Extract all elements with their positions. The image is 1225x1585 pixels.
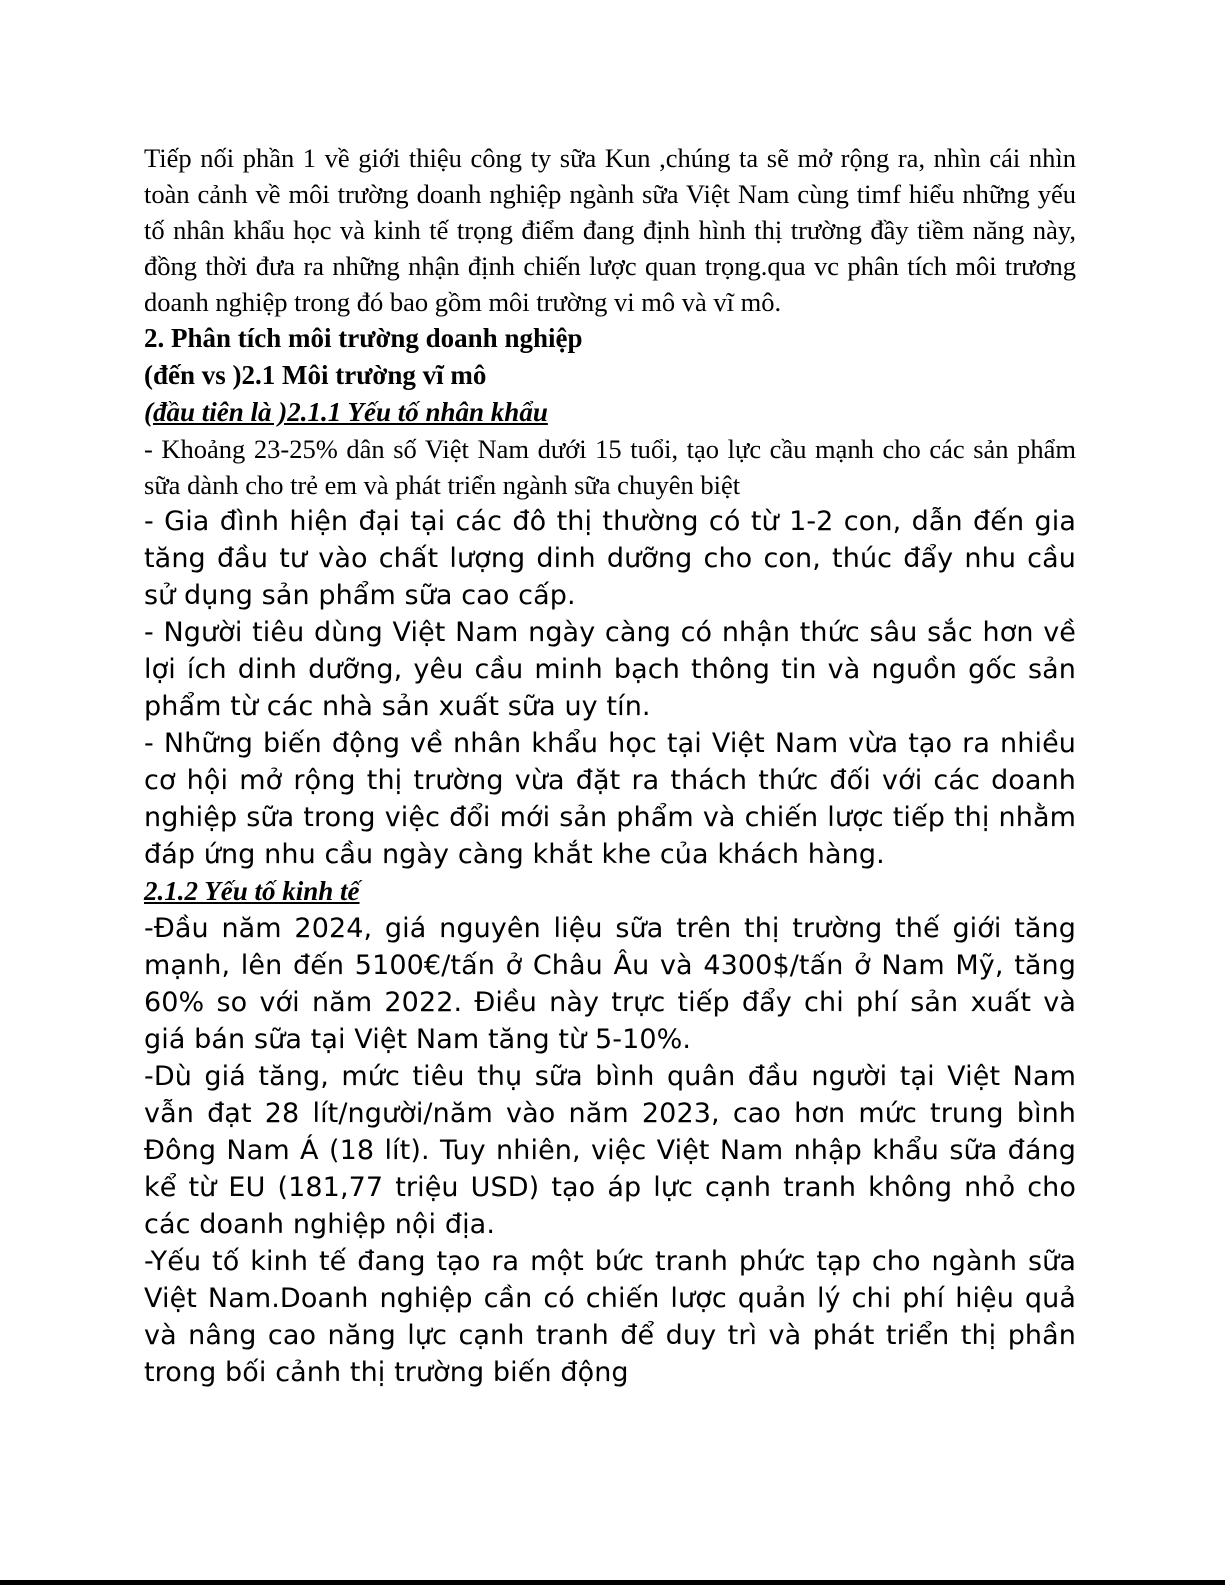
demographics-bullet-1: - Khoảng 23-25% dân số Việt Nam dưới 15 tuổi, tạo lực cầu mạnh cho các sản phẩm sữa dành cho trẻ em và phát triển ngành sữa chuyên biệt	[144, 434, 1076, 500]
document-body	[144, 140, 1076, 1391]
demographics-bullet-4: - Những biến động về nhân khẩu học tại Việt Nam vừa tạo ra nhiều cơ hội mở rộng thị trường vừa đặt ra thách thức đối với các doanh nghiệp sữa trong việc đổi mới sản phẩm và chiến lược tiếp thị nhằm đáp ứng nhu cầu ngày càng khắt khe của khách hàng.	[144, 728, 1076, 870]
section-heading-2-1-2: 2.1.2 Yếu tố kinh tế	[144, 876, 360, 906]
demographics-bullet-2: - Gia đình hiện đại tại các đô thị thường có từ 1-2 con, dẫn đến gia tăng đầu tư vào chất lượng dinh dưỡng cho con, thúc đẩy nhu cầu sử dụng sản phẩm sữa cao cấp.	[144, 506, 1076, 611]
section-heading-2-1-1: (đầu tiên là )2.1.1 Yếu tố nhân khẩu	[144, 397, 548, 427]
economy-bullet-3: -Yếu tố kinh tế đang tạo ra một bức tranh phức tạp cho ngành sữa Việt Nam.Doanh nghiệp cần có chiến lược quản lý chi phí hiệu quả và nâng cao năng lực cạnh tranh để duy trì và phát triển thị phần trong bối cảnh thị trường biến động	[144, 1246, 1076, 1388]
economy-bullet-1: -Đầu năm 2024, giá nguyên liệu sữa trên thị trường thế giới tăng mạnh, lên đến 5100€/tấn ở Châu Âu và 4300$/tấn ở Nam Mỹ, tăng 60% so với năm 2022. Điều này trực tiếp đẩy chi phí sản xuất và giá bán sữa tại Việt Nam tăng từ 5-10%.	[144, 913, 1076, 1055]
section-heading-2: 2. Phân tích môi trường doanh nghiệp	[144, 323, 583, 353]
intro-paragraph: Tiếp nối phần 1 về giới thiệu công ty sữa Kun ,chúng ta sẽ mở rộng ra, nhìn cái nhìn toàn cảnh về môi trường doanh nghiệp ngành sữa Việt Nam cùng timf hiểu những yếu tố nhân khẩu học và kinh tế trọng điểm đang định hình thị trường đầy tiềm năng này, đồng thời đưa ra những nhận định chiến lược quan trọng.qua vc phân tích môi trương doanh nghiệp trong đó bao gồm môi trường vi mô và vĩ mô.	[144, 143, 1076, 317]
page-bottom-border	[0, 1580, 1225, 1585]
demographics-bullet-3: - Người tiêu dùng Việt Nam ngày càng có nhận thức sâu sắc hơn về lợi ích dinh dưỡng, yêu cầu minh bạch thông tin và nguồn gốc sản phẩm từ các nhà sản xuất sữa uy tín.	[144, 617, 1076, 722]
economy-bullet-2: -Dù giá tăng, mức tiêu thụ sữa bình quân đầu người tại Việt Nam vẫn đạt 28 lít/người/năm vào năm 2023, cao hơn mức trung bình Đông Nam Á (18 lít). Tuy nhiên, việc Việt Nam nhập khẩu sữa đáng kể từ EU (181,77 triệu USD) tạo áp lực cạnh tranh không nhỏ cho các doanh nghiệp nội địa.	[144, 1061, 1076, 1240]
section-heading-2-1: (đến vs )2.1 Môi trường vĩ mô	[144, 360, 487, 390]
